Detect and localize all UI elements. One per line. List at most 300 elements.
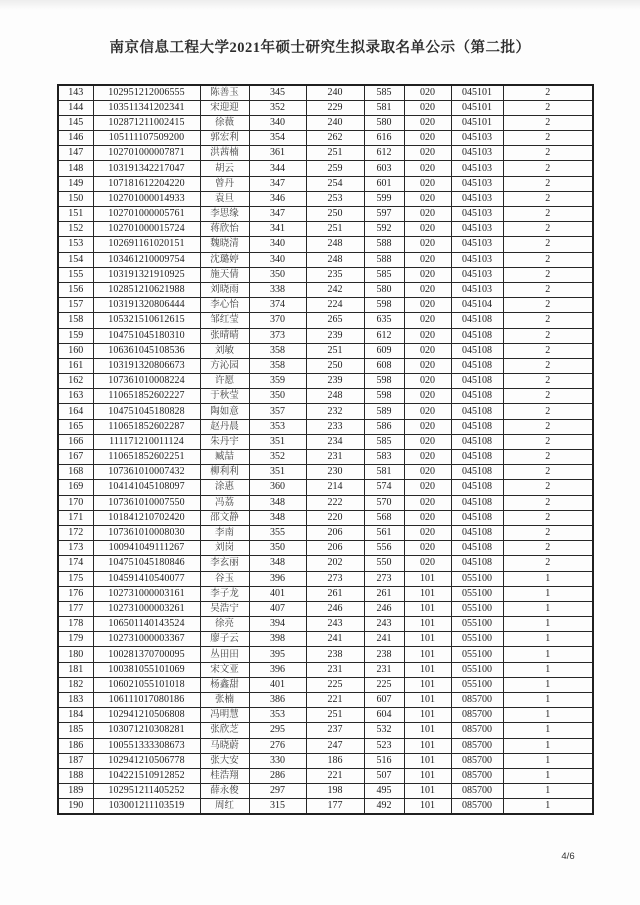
cell-name: 许愿 bbox=[200, 374, 249, 389]
cell-retest-score: 243 bbox=[306, 617, 364, 632]
cell-group-code: 101 bbox=[404, 601, 451, 616]
cell-batch: 1 bbox=[503, 799, 593, 814]
cell-candidate-id: 100281370700095 bbox=[93, 647, 200, 662]
cell-group-code: 020 bbox=[404, 115, 451, 130]
cell-batch: 1 bbox=[503, 677, 593, 692]
cell-candidate-id: 102951211405252 bbox=[93, 784, 200, 799]
cell-batch: 1 bbox=[503, 586, 593, 601]
cell-total-score: 561 bbox=[364, 525, 404, 540]
cell-name: 李子龙 bbox=[200, 586, 249, 601]
table-row bbox=[58, 662, 593, 677]
cell-candidate-id: 103191320806444 bbox=[93, 298, 200, 313]
cell-group-code: 101 bbox=[404, 753, 451, 768]
cell-name: 沈璐婷 bbox=[200, 252, 249, 267]
cell-group-code: 020 bbox=[404, 480, 451, 495]
cell-retest-score: 248 bbox=[306, 252, 364, 267]
table-row bbox=[58, 282, 593, 297]
cell-major-code: 085700 bbox=[451, 693, 503, 708]
cell-index: 183 bbox=[58, 693, 93, 708]
cell-total-score: 599 bbox=[364, 191, 404, 206]
cell-index: 143 bbox=[58, 85, 93, 100]
table-row bbox=[58, 207, 593, 222]
cell-initial-score: 297 bbox=[249, 784, 306, 799]
cell-batch: 2 bbox=[503, 495, 593, 510]
cell-retest-score: 248 bbox=[306, 237, 364, 252]
cell-group-code: 020 bbox=[404, 434, 451, 449]
cell-index: 170 bbox=[58, 495, 93, 510]
cell-total-score: 570 bbox=[364, 495, 404, 510]
cell-name: 刘敏 bbox=[200, 343, 249, 358]
cell-group-code: 101 bbox=[404, 708, 451, 723]
cell-batch: 2 bbox=[503, 541, 593, 556]
cell-group-code: 101 bbox=[404, 723, 451, 738]
cell-candidate-id: 100941049111267 bbox=[93, 541, 200, 556]
cell-initial-score: 340 bbox=[249, 237, 306, 252]
cell-group-code: 020 bbox=[404, 495, 451, 510]
table-row bbox=[58, 328, 593, 343]
cell-major-code: 045108 bbox=[451, 328, 503, 343]
cell-index: 147 bbox=[58, 146, 93, 161]
cell-major-code: 055100 bbox=[451, 617, 503, 632]
cell-major-code: 055100 bbox=[451, 571, 503, 586]
cell-candidate-id: 102871211002415 bbox=[93, 115, 200, 130]
cell-group-code: 101 bbox=[404, 586, 451, 601]
cell-batch: 2 bbox=[503, 313, 593, 328]
cell-candidate-id: 102701000007871 bbox=[93, 146, 200, 161]
table-row bbox=[58, 222, 593, 237]
cell-index: 163 bbox=[58, 389, 93, 404]
cell-index: 188 bbox=[58, 768, 93, 783]
cell-total-score: 601 bbox=[364, 176, 404, 191]
table-row bbox=[58, 374, 593, 389]
cell-total-score: 586 bbox=[364, 419, 404, 434]
table-row bbox=[58, 161, 593, 176]
cell-candidate-id: 100551333308673 bbox=[93, 738, 200, 753]
cell-candidate-id: 103191321910925 bbox=[93, 267, 200, 282]
cell-candidate-id: 107181612204220 bbox=[93, 176, 200, 191]
cell-initial-score: 348 bbox=[249, 495, 306, 510]
table-row bbox=[58, 115, 593, 130]
cell-initial-score: 360 bbox=[249, 480, 306, 495]
cell-total-score: 598 bbox=[364, 389, 404, 404]
cell-name: 马晓蔚 bbox=[200, 738, 249, 753]
cell-total-score: 238 bbox=[364, 647, 404, 662]
table-row bbox=[58, 267, 593, 282]
cell-candidate-id: 104221510912852 bbox=[93, 768, 200, 783]
cell-retest-score: 232 bbox=[306, 404, 364, 419]
cell-total-score: 580 bbox=[364, 282, 404, 297]
cell-index: 146 bbox=[58, 131, 93, 146]
cell-total-score: 261 bbox=[364, 586, 404, 601]
cell-retest-score: 206 bbox=[306, 541, 364, 556]
cell-major-code: 045108 bbox=[451, 510, 503, 525]
cell-name: 刘岗 bbox=[200, 541, 249, 556]
cell-index: 182 bbox=[58, 677, 93, 692]
cell-name: 胡云 bbox=[200, 161, 249, 176]
page-title: 南京信息工程大学2021年硕士研究生拟录取名单公示（第二批） bbox=[109, 40, 531, 56]
cell-major-code: 045103 bbox=[451, 207, 503, 222]
cell-batch: 1 bbox=[503, 571, 593, 586]
cell-retest-score: 224 bbox=[306, 298, 364, 313]
cell-batch: 1 bbox=[503, 753, 593, 768]
cell-group-code: 101 bbox=[404, 571, 451, 586]
cell-batch: 2 bbox=[503, 252, 593, 267]
cell-major-code: 055100 bbox=[451, 632, 503, 647]
table-row bbox=[58, 313, 593, 328]
cell-retest-score: 233 bbox=[306, 419, 364, 434]
cell-name: 宋迎迎 bbox=[200, 100, 249, 115]
cell-group-code: 020 bbox=[404, 207, 451, 222]
cell-name: 洪茜楠 bbox=[200, 146, 249, 161]
cell-major-code: 045108 bbox=[451, 541, 503, 556]
cell-major-code: 045103 bbox=[451, 252, 503, 267]
cell-total-score: 273 bbox=[364, 571, 404, 586]
table-row bbox=[58, 146, 593, 161]
table-row bbox=[58, 693, 593, 708]
cell-initial-score: 355 bbox=[249, 525, 306, 540]
cell-retest-score: 186 bbox=[306, 753, 364, 768]
cell-batch: 1 bbox=[503, 708, 593, 723]
cell-group-code: 020 bbox=[404, 282, 451, 297]
cell-name: 桂浩翔 bbox=[200, 768, 249, 783]
cell-index: 144 bbox=[58, 100, 93, 115]
cell-total-score: 532 bbox=[364, 723, 404, 738]
cell-candidate-id: 110651852602251 bbox=[93, 450, 200, 465]
cell-batch: 2 bbox=[503, 85, 593, 100]
cell-major-code: 055100 bbox=[451, 662, 503, 677]
cell-major-code: 055100 bbox=[451, 586, 503, 601]
cell-index: 153 bbox=[58, 237, 93, 252]
cell-index: 186 bbox=[58, 738, 93, 753]
cell-group-code: 101 bbox=[404, 677, 451, 692]
cell-name: 张楠 bbox=[200, 693, 249, 708]
cell-total-score: 608 bbox=[364, 358, 404, 373]
cell-initial-score: 353 bbox=[249, 419, 306, 434]
cell-total-score: 243 bbox=[364, 617, 404, 632]
cell-candidate-id: 103001211103519 bbox=[93, 799, 200, 814]
cell-retest-score: 239 bbox=[306, 374, 364, 389]
cell-batch: 2 bbox=[503, 434, 593, 449]
cell-initial-score: 351 bbox=[249, 434, 306, 449]
cell-total-score: 583 bbox=[364, 450, 404, 465]
cell-major-code: 045103 bbox=[451, 131, 503, 146]
cell-total-score: 585 bbox=[364, 434, 404, 449]
table-row bbox=[58, 495, 593, 510]
cell-major-code: 045101 bbox=[451, 85, 503, 100]
cell-name: 冯荔 bbox=[200, 495, 249, 510]
cell-retest-score: 229 bbox=[306, 100, 364, 115]
cell-name: 杨鑫甜 bbox=[200, 677, 249, 692]
cell-group-code: 020 bbox=[404, 525, 451, 540]
cell-group-code: 101 bbox=[404, 768, 451, 783]
cell-retest-score: 250 bbox=[306, 358, 364, 373]
cell-initial-score: 354 bbox=[249, 131, 306, 146]
cell-index: 176 bbox=[58, 586, 93, 601]
table-row bbox=[58, 131, 593, 146]
cell-batch: 2 bbox=[503, 389, 593, 404]
cell-name: 郭宏利 bbox=[200, 131, 249, 146]
table-row bbox=[58, 617, 593, 632]
cell-name: 袁旦 bbox=[200, 191, 249, 206]
cell-name: 李南 bbox=[200, 525, 249, 540]
cell-index: 159 bbox=[58, 328, 93, 343]
cell-total-score: 607 bbox=[364, 693, 404, 708]
cell-name: 薛永俊 bbox=[200, 784, 249, 799]
cell-index: 185 bbox=[58, 723, 93, 738]
cell-group-code: 101 bbox=[404, 647, 451, 662]
cell-major-code: 045103 bbox=[451, 282, 503, 297]
cell-group-code: 020 bbox=[404, 343, 451, 358]
cell-index: 154 bbox=[58, 252, 93, 267]
table-row bbox=[58, 799, 593, 814]
cell-group-code: 020 bbox=[404, 237, 451, 252]
cell-name: 邹红莹 bbox=[200, 313, 249, 328]
cell-retest-score: 225 bbox=[306, 677, 364, 692]
cell-retest-score: 202 bbox=[306, 556, 364, 571]
cell-group-code: 020 bbox=[404, 510, 451, 525]
cell-retest-score: 250 bbox=[306, 207, 364, 222]
cell-index: 155 bbox=[58, 267, 93, 282]
cell-initial-score: 338 bbox=[249, 282, 306, 297]
cell-index: 165 bbox=[58, 419, 93, 434]
cell-initial-score: 286 bbox=[249, 768, 306, 783]
cell-initial-score: 373 bbox=[249, 328, 306, 343]
cell-major-code: 085700 bbox=[451, 784, 503, 799]
table-row bbox=[58, 358, 593, 373]
cell-major-code: 045108 bbox=[451, 556, 503, 571]
cell-candidate-id: 105111107509200 bbox=[93, 131, 200, 146]
cell-total-score: 609 bbox=[364, 343, 404, 358]
cell-retest-score: 254 bbox=[306, 176, 364, 191]
cell-initial-score: 359 bbox=[249, 374, 306, 389]
cell-index: 184 bbox=[58, 708, 93, 723]
cell-group-code: 101 bbox=[404, 799, 451, 814]
cell-initial-score: 315 bbox=[249, 799, 306, 814]
cell-batch: 2 bbox=[503, 556, 593, 571]
cell-group-code: 020 bbox=[404, 465, 451, 480]
cell-initial-score: 340 bbox=[249, 115, 306, 130]
cell-initial-score: 350 bbox=[249, 389, 306, 404]
cell-group-code: 020 bbox=[404, 131, 451, 146]
cell-name: 李玄丽 bbox=[200, 556, 249, 571]
cell-retest-score: 273 bbox=[306, 571, 364, 586]
cell-candidate-id: 106021055101018 bbox=[93, 677, 200, 692]
cell-major-code: 045103 bbox=[451, 267, 503, 282]
cell-name: 廖子云 bbox=[200, 632, 249, 647]
cell-candidate-id: 102851210621988 bbox=[93, 282, 200, 297]
cell-index: 167 bbox=[58, 450, 93, 465]
cell-index: 162 bbox=[58, 374, 93, 389]
cell-name: 曾丹 bbox=[200, 176, 249, 191]
cell-group-code: 020 bbox=[404, 146, 451, 161]
cell-major-code: 055100 bbox=[451, 677, 503, 692]
cell-total-score: 612 bbox=[364, 328, 404, 343]
cell-total-score: 507 bbox=[364, 768, 404, 783]
cell-batch: 1 bbox=[503, 647, 593, 662]
cell-name: 邵文静 bbox=[200, 510, 249, 525]
table-row bbox=[58, 541, 593, 556]
cell-candidate-id: 102731000003161 bbox=[93, 586, 200, 601]
cell-group-code: 020 bbox=[404, 222, 451, 237]
table-row bbox=[58, 753, 593, 768]
cell-candidate-id: 105321510612615 bbox=[93, 313, 200, 328]
cell-candidate-id: 104751045180310 bbox=[93, 328, 200, 343]
cell-batch: 2 bbox=[503, 404, 593, 419]
cell-batch: 1 bbox=[503, 784, 593, 799]
cell-major-code: 045108 bbox=[451, 419, 503, 434]
cell-batch: 2 bbox=[503, 298, 593, 313]
cell-retest-score: 240 bbox=[306, 85, 364, 100]
cell-major-code: 085700 bbox=[451, 753, 503, 768]
cell-batch: 2 bbox=[503, 510, 593, 525]
cell-major-code: 045101 bbox=[451, 100, 503, 115]
cell-initial-score: 353 bbox=[249, 708, 306, 723]
cell-major-code: 045103 bbox=[451, 191, 503, 206]
cell-batch: 2 bbox=[503, 207, 593, 222]
cell-group-code: 101 bbox=[404, 632, 451, 647]
cell-candidate-id: 103191320806673 bbox=[93, 358, 200, 373]
cell-retest-score: 253 bbox=[306, 191, 364, 206]
cell-candidate-id: 107361010008224 bbox=[93, 374, 200, 389]
cell-candidate-id: 102941210506778 bbox=[93, 753, 200, 768]
table-row bbox=[58, 510, 593, 525]
cell-index: 187 bbox=[58, 753, 93, 768]
cell-group-code: 020 bbox=[404, 313, 451, 328]
cell-initial-score: 370 bbox=[249, 313, 306, 328]
cell-major-code: 045103 bbox=[451, 176, 503, 191]
cell-major-code: 055100 bbox=[451, 601, 503, 616]
cell-major-code: 045108 bbox=[451, 450, 503, 465]
table-row bbox=[58, 632, 593, 647]
table-row bbox=[58, 100, 593, 115]
cell-batch: 2 bbox=[503, 267, 593, 282]
cell-candidate-id: 107361010007550 bbox=[93, 495, 200, 510]
cell-initial-score: 347 bbox=[249, 176, 306, 191]
cell-total-score: 581 bbox=[364, 100, 404, 115]
cell-candidate-id: 101841210702420 bbox=[93, 510, 200, 525]
cell-batch: 1 bbox=[503, 662, 593, 677]
cell-retest-score: 259 bbox=[306, 161, 364, 176]
cell-batch: 2 bbox=[503, 115, 593, 130]
cell-candidate-id: 102691161020151 bbox=[93, 237, 200, 252]
cell-initial-score: 401 bbox=[249, 586, 306, 601]
table-row bbox=[58, 343, 593, 358]
cell-index: 149 bbox=[58, 176, 93, 191]
cell-batch: 2 bbox=[503, 480, 593, 495]
cell-index: 190 bbox=[58, 799, 93, 814]
cell-initial-score: 348 bbox=[249, 556, 306, 571]
cell-major-code: 045108 bbox=[451, 358, 503, 373]
cell-batch: 2 bbox=[503, 131, 593, 146]
cell-name: 陶如意 bbox=[200, 404, 249, 419]
cell-group-code: 020 bbox=[404, 389, 451, 404]
cell-group-code: 020 bbox=[404, 556, 451, 571]
cell-candidate-id: 100381055101069 bbox=[93, 662, 200, 677]
cell-initial-score: 407 bbox=[249, 601, 306, 616]
cell-candidate-id: 104751045180828 bbox=[93, 404, 200, 419]
cell-name: 丛田田 bbox=[200, 647, 249, 662]
cell-major-code: 045103 bbox=[451, 161, 503, 176]
cell-total-score: 492 bbox=[364, 799, 404, 814]
table-row bbox=[58, 768, 593, 783]
cell-major-code: 085700 bbox=[451, 738, 503, 753]
cell-initial-score: 352 bbox=[249, 450, 306, 465]
cell-total-score: 612 bbox=[364, 146, 404, 161]
cell-major-code: 045108 bbox=[451, 374, 503, 389]
table-row bbox=[58, 571, 593, 586]
cell-group-code: 101 bbox=[404, 784, 451, 799]
cell-retest-score: 231 bbox=[306, 662, 364, 677]
cell-candidate-id: 103461210009754 bbox=[93, 252, 200, 267]
cell-candidate-id: 104751045180846 bbox=[93, 556, 200, 571]
cell-index: 189 bbox=[58, 784, 93, 799]
cell-candidate-id: 104591410540077 bbox=[93, 571, 200, 586]
cell-name: 刘晓雨 bbox=[200, 282, 249, 297]
cell-group-code: 101 bbox=[404, 738, 451, 753]
table-row bbox=[58, 237, 593, 252]
cell-name: 李思缘 bbox=[200, 207, 249, 222]
cell-initial-score: 396 bbox=[249, 662, 306, 677]
cell-retest-score: 231 bbox=[306, 450, 364, 465]
cell-major-code: 045108 bbox=[451, 343, 503, 358]
cell-group-code: 020 bbox=[404, 541, 451, 556]
cell-group-code: 020 bbox=[404, 176, 451, 191]
cell-total-score: 597 bbox=[364, 207, 404, 222]
cell-initial-score: 350 bbox=[249, 541, 306, 556]
cell-name: 张大安 bbox=[200, 753, 249, 768]
cell-candidate-id: 102951212006555 bbox=[93, 85, 200, 100]
cell-name: 宋文亚 bbox=[200, 662, 249, 677]
cell-index: 173 bbox=[58, 541, 93, 556]
cell-initial-score: 358 bbox=[249, 358, 306, 373]
cell-index: 161 bbox=[58, 358, 93, 373]
cell-major-code: 045103 bbox=[451, 237, 503, 252]
table-row bbox=[58, 647, 593, 662]
table-row bbox=[58, 784, 593, 799]
cell-group-code: 020 bbox=[404, 267, 451, 282]
cell-initial-score: 348 bbox=[249, 510, 306, 525]
cell-batch: 2 bbox=[503, 465, 593, 480]
table-row bbox=[58, 85, 593, 100]
cell-group-code: 020 bbox=[404, 161, 451, 176]
cell-total-score: 550 bbox=[364, 556, 404, 571]
cell-index: 177 bbox=[58, 601, 93, 616]
table-row bbox=[58, 434, 593, 449]
cell-batch: 2 bbox=[503, 161, 593, 176]
cell-index: 166 bbox=[58, 434, 93, 449]
admission-list-table bbox=[57, 84, 594, 815]
cell-index: 148 bbox=[58, 161, 93, 176]
cell-batch: 2 bbox=[503, 419, 593, 434]
cell-batch: 2 bbox=[503, 237, 593, 252]
cell-retest-score: 240 bbox=[306, 115, 364, 130]
cell-candidate-id: 107361010007432 bbox=[93, 465, 200, 480]
cell-name: 朱丹宇 bbox=[200, 434, 249, 449]
table-row bbox=[58, 450, 593, 465]
table-row bbox=[58, 677, 593, 692]
cell-major-code: 055100 bbox=[451, 647, 503, 662]
cell-initial-score: 396 bbox=[249, 571, 306, 586]
cell-group-code: 020 bbox=[404, 419, 451, 434]
cell-initial-score: 340 bbox=[249, 252, 306, 267]
table-row bbox=[58, 586, 593, 601]
cell-group-code: 020 bbox=[404, 404, 451, 419]
cell-major-code: 045108 bbox=[451, 313, 503, 328]
cell-retest-score: 230 bbox=[306, 465, 364, 480]
cell-name: 周红 bbox=[200, 799, 249, 814]
cell-name: 魏晓清 bbox=[200, 237, 249, 252]
cell-retest-score: 234 bbox=[306, 434, 364, 449]
